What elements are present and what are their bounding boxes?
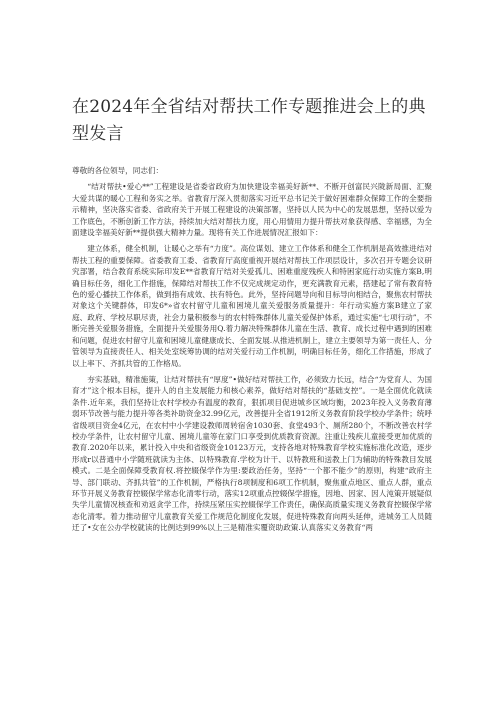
- document-title: 在2024年全省结对帮扶工作专题推进会上的典型发言: [72, 97, 426, 144]
- salutation: 尊敬的各位领导，同志们：: [72, 166, 164, 175]
- paragraph-intro: “结对帮扶•爱心**”工程建设是省委省政府为加快建设幸福美好新**、不断开创富民兴陇新局面、汇聚大爱共谋的暖心工程和务实之举。省教育厅深入贯彻落实习近平总书记关于做好困难群众保障工作的全要指示精神，坚决落实省委、省政府关于开展工程建设的决策部署，坚持以人民为中心的发展思想，坚持以爱为工作底色，不断创新工作方法，持续加大结对帮扶力度，用心用情用力提升帮扶对象获得感、幸福感，为全面建设幸福美好新**提供强大精神力量。现将有关工作进展情况汇报如下：: [72, 182, 432, 238]
- paragraph-foundation: 夯实基础，精准施策，让结对帮扶有“厚度”•做好结对帮扶工作，必须致力长远，结合“为党育人、为国育才”这个根本目标，提升人的自主发展能力和核心素养，做好结对帮扶的“基础支控”。一是全面优化就读条件.近年来，我们坚持让农村学校办有温度的教育，狠抓项目促进城乡区域均衡，2023年投入义务教育薄弱环节改善与能力提升等各类补助资金32.99亿元，改善提升全省1912所义务教育阶段学校办学条件；统呼省级项目资金4亿元，在农村中小学建设教师周转宿舍1030套、食堂493个、厕所280个，不断改善农村学校办学条件，让农村留守儿童、困境儿童等在家门口享受到优质教育资源。注重让残疾儿童接受更加优质的教育.2020年以来，累计投入中央和省级资金10123万元，支持各地对特殊教育学校实施标准化改造，逐步形成r以普通中小学随班就读为主体、以特殊教育.学校为计干、以特教班和送教上门为辅助的特殊教目发展模式。二是全面保障受教育权.将控辍保学作为里:要政治任务，坚持“一个都不能少”的原则，构建“政府主导、部门联动、齐抓共管”的工作机制，严格执行8项制度和6项工作机制，聚焦重点地区、重点人群，重点环节开展义务教育控辍保学常态化清零行动，落实12项重点控辍保学措施，因地、因家、因人沌策开展疑似失学儿童情况核查和劝返贪学工作，持续压紧压实控辍保学工作责任，确保高质量实现义务教育控辍保学常态化清零。着力推动留守儿童教育关爱工作规范化制度化发展，促进特殊教育向两头延伸，进城务工人员随迁了•女在公办学校就读的比例达到99%以上三是精准实覆资助政策.认真落实义务教育“两: [72, 374, 432, 533]
- document-body: [72, 165, 432, 539]
- paragraph-system: 建立体系，健全机制，让暖心之举有“力度”。高位谋划、建立工作体系和健全工作机制是高效推进结对帮扶工程的重要保障。省委教育工委、省教育厅高度重视开展结对帮扶工作项层设计，多次召开专题会议研究部署，结合教育系统实际印发E**省教育厅结对关爱孤儿、困难重度残疾人和特困家庭行动实施方案B,明确目标任务，细化工作措施，保障结对帮扶工作不仅完成规定动作，更充满教育元素，搭建起了常有教育特色的爱心播扶工作体系，做到指有成效、扶有特色。此外，坚持问题导向和目标导向相结合，聚焦农村帮扶对象这个关键群体，印发6*»省农村留守儿童和困境儿童关爱服务质量提升：年行动实施方案B建立了家庭、政府、学校尽职尽责，社会力量积极参与的农村特殊群体儿童关爱保护体系，通过实施“七项行动”，不断完善关爱服务措施，全面提升关爱服务用Q.着力解决特殊群体儿童在生活、教育、成长过程中遇到的困难和问题，促进农村留守儿童和困境儿童健康成长、全面发展.从推进机制上，建立主要领导为第一责任人、分管领导为直接责任人、相关处室统筹协调的结对关爱行动工作机制，明确目标任务，细化工作措施，形成了以上率下、齐抓共管的工作格局。: [72, 244, 432, 368]
